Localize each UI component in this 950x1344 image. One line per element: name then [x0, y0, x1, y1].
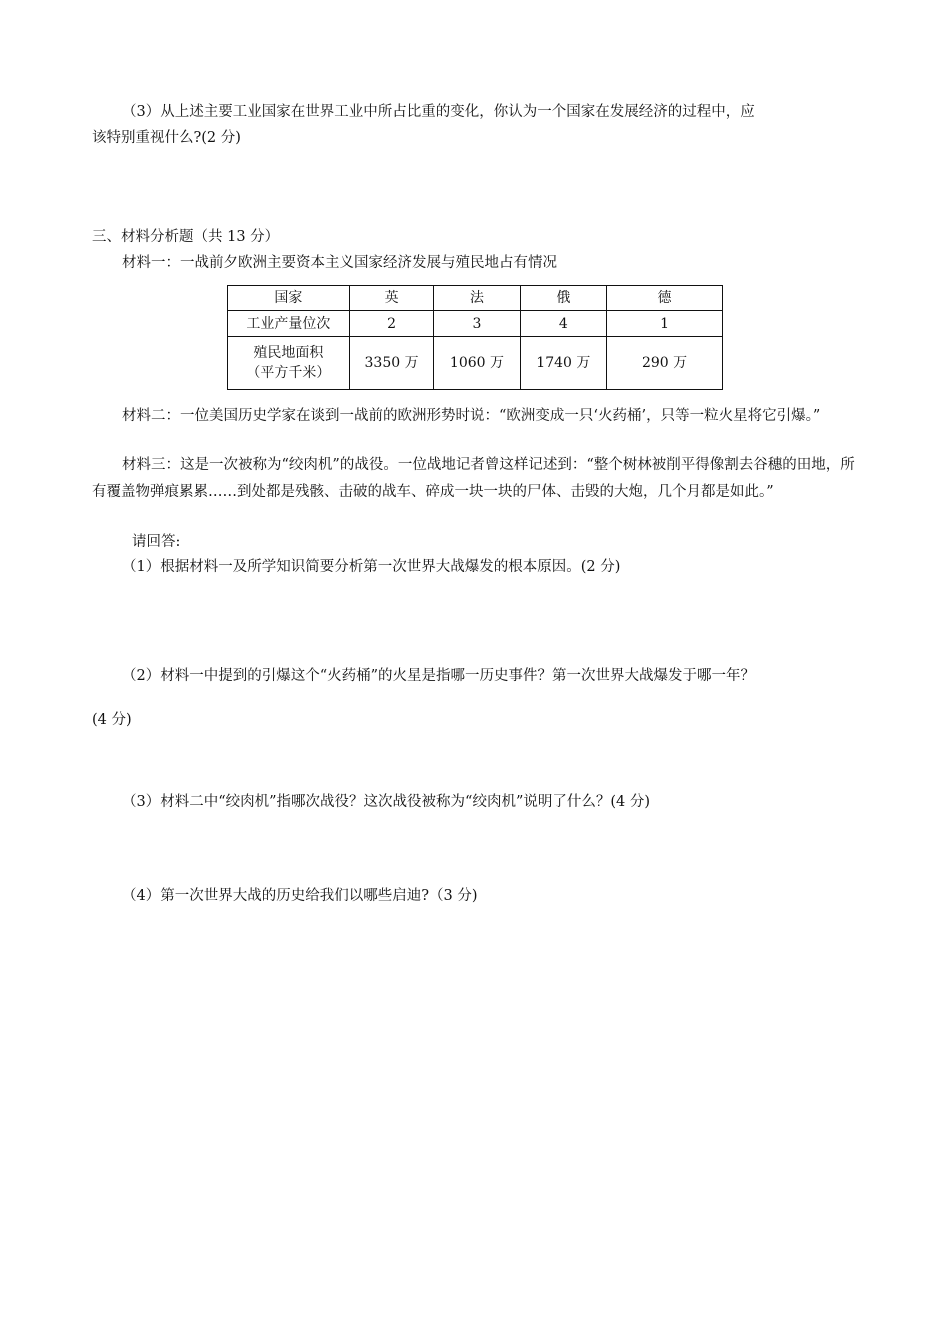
table-cell: 1740 万 — [520, 337, 606, 390]
colony-label-line2: （平方千米） — [246, 365, 331, 381]
table-cell — [228, 337, 350, 390]
table-cell: 德 — [607, 286, 723, 311]
table-cell: 290 万 — [607, 337, 723, 390]
table-cell: 国家 — [228, 286, 350, 311]
colony-table — [227, 285, 723, 390]
table-cell: 2 — [349, 311, 433, 337]
material-2: 材料二：一位美国历史学家在谈到一战前的欧洲形势时说：“欧洲变成一只‘火药桶’，只等一粒火星将它引爆。” — [122, 408, 821, 424]
question-2-line2: (4 分) — [92, 712, 132, 728]
table-cell: 3350 万 — [349, 337, 433, 390]
colony-label-line1: 殖民地面积 — [253, 345, 324, 361]
section-title: 三、材料分析题（共 13 分） — [92, 229, 280, 245]
question-4: （4）第一次世界大战的历史给我们以哪些启迪?（3 分) — [122, 888, 478, 904]
table-cell: 英 — [349, 286, 433, 311]
table-cell: 法 — [434, 286, 520, 311]
table-row — [228, 311, 723, 337]
prev-question-3-line1: （3）从上述主要工业国家在世界工业中所占比重的变化，你认为一个国家在发展经济的过程中，应 — [122, 104, 755, 120]
question-1: （1）根据材料一及所学知识简要分析第一次世界大战爆发的根本原因。(2 分) — [122, 559, 621, 575]
table-cell: 俄 — [520, 286, 606, 311]
table-cell: 1 — [607, 311, 723, 337]
question-3: （3）材料二中“绞肉机”指哪次战役？这次战役被称为“绞肉机”说明了什么？(4 分) — [122, 794, 651, 810]
table-cell: 4 — [520, 311, 606, 337]
material-3: 材料三：这是一次被称为“绞肉机”的战役。一位战地记者曾这样记述到：“整个树林被削平得像割去谷穗的田地，所有覆盖物弹痕累累……到处都是残骸、击破的战车、碎成一块一块的尸体、击毁的大炮，几个月都是如此。” — [92, 457, 855, 500]
question-2-line1: （2）材料一中提到的引爆这个“火药桶”的火星是指哪一历史事件？第一次世界大战爆发于哪一年？ — [122, 668, 756, 684]
material-1-intro: 材料一：一战前夕欧洲主要资本主义国家经济发展与殖民地占有情况 — [122, 255, 557, 271]
table-cell: 工业产量位次 — [228, 311, 350, 337]
please-answer: 请回答: — [132, 534, 181, 550]
table-cell: 3 — [434, 311, 520, 337]
table-row — [228, 337, 723, 390]
table-header-row — [228, 286, 723, 311]
prev-question-3-line2: 该特别重视什么?(2 分) — [92, 130, 241, 146]
table-cell: 1060 万 — [434, 337, 520, 390]
